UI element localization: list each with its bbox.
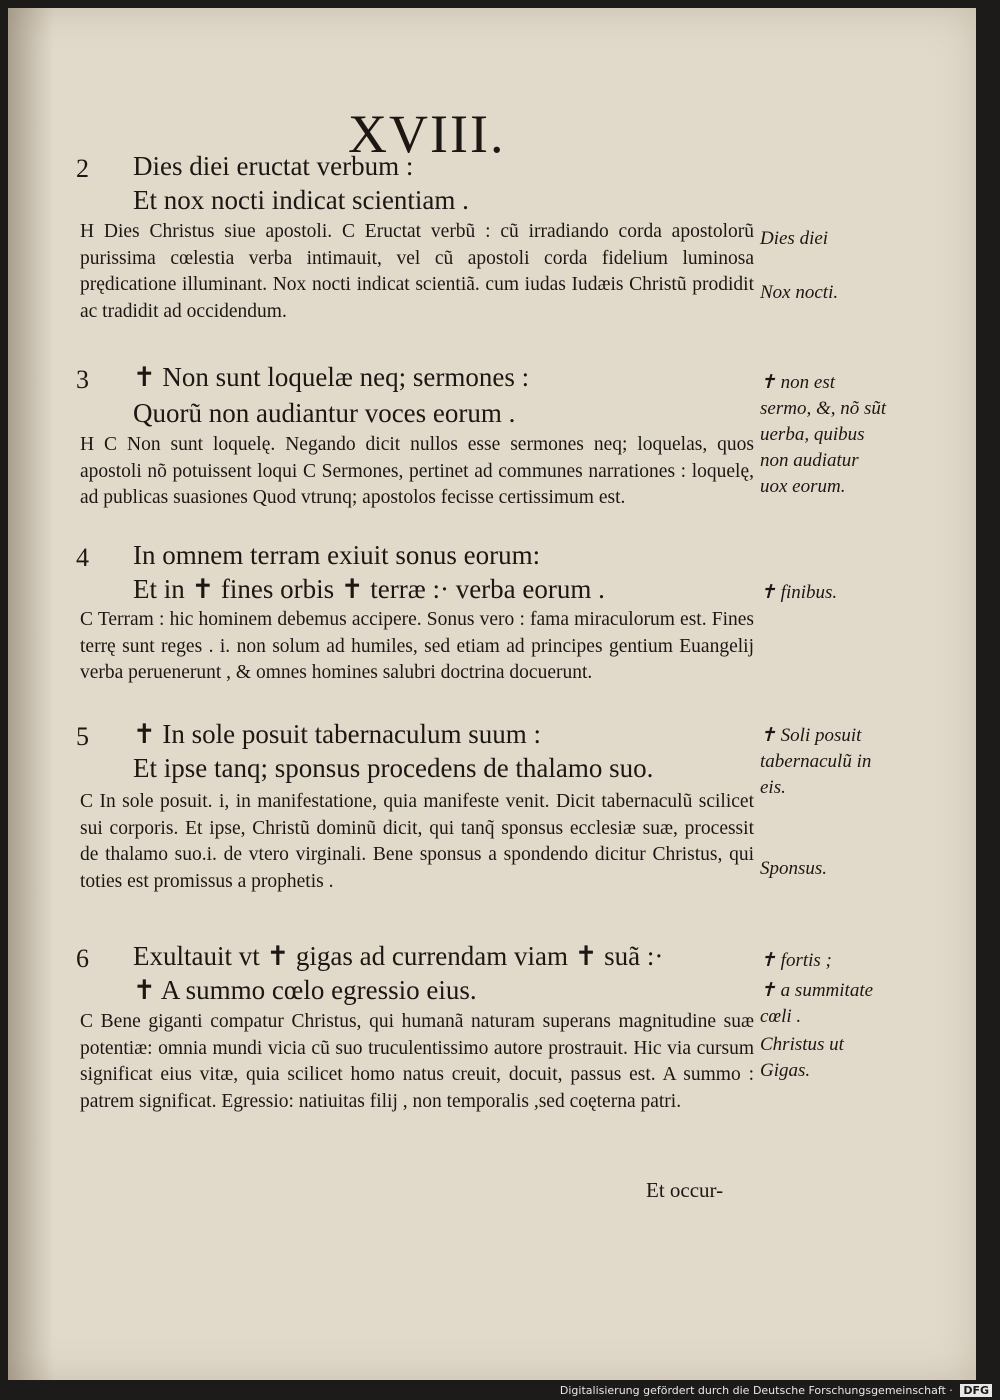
- dfg-logo: DFG: [960, 1384, 992, 1397]
- verse-line: Et ipse tanq; sponsus procedens de thalamo suo.: [133, 753, 654, 783]
- verse-line: Et in ✝ fines orbis ✝ terræ :· verba eorum .: [133, 574, 605, 604]
- margin-note: ✝ a summitate cœli .: [760, 980, 874, 1027]
- verse-line: In omnem terram exiuit sonus eorum:: [133, 540, 541, 570]
- verse-line: ✝ A summo cœlo egressio eius.: [133, 975, 477, 1005]
- verse-number: 4: [76, 543, 89, 572]
- verse-line: Dies diei eructat verbum :: [133, 151, 414, 181]
- margin-note: Dies diei: [760, 228, 829, 249]
- verse-line: ✝ In sole posuit tabernaculum suum :: [133, 719, 542, 749]
- verse-line: Exultauit vt ✝ gigas ad currendam viam ✝ suã :·: [133, 941, 664, 971]
- commentary-paragraph: C Bene giganti compatur Christus, qui humanã naturam superans magnitudine suæ potentiæ: omnia mundi vicia cũ suo truculentissimo autore prostrauit. Hic via cursum significat eius vitæ, quia scilicet homo natus creuit, docuit, passus est. A summo : patrem significat. Egressio: natiuitas filij , non temporalis ,sed coęterna patri.: [80, 1011, 754, 1112]
- margin-note: ✝ fortis ;: [760, 950, 832, 971]
- margin-note: Sponsus.: [760, 858, 828, 879]
- digitization-credit: [560, 1384, 992, 1397]
- verse-number: 3: [76, 365, 89, 394]
- verse-line: ✝ Non sunt loquelæ neq; sermones :: [133, 362, 530, 392]
- commentary-paragraph: H Dies Christus siue apostoli. C Eructat verbũ : cũ irradiando corda apostolorũ purissima cœlestia verba intimauit, vel cũ apostoli corda fidelium luminosa prędicatione illuminant. Nox nocti indicat scientiã. cum iudas Iudæis Christũ prodidit ac tradidit ad occidendum.: [80, 221, 754, 322]
- verse-number: 5: [76, 722, 89, 751]
- verse-number: 2: [76, 154, 89, 183]
- verse-number: 6: [76, 944, 89, 973]
- margin-note: Nox nocti.: [760, 282, 839, 303]
- catchword: Et occur-: [646, 1178, 724, 1202]
- book-page: [8, 8, 976, 1380]
- margin-note: ✝ Soli posuit tabernaculũ in eis.: [760, 725, 872, 798]
- credit-text: Digitalisierung gefördert durch die Deutsche Forschungsgemeinschaft ·: [559, 1384, 953, 1397]
- commentary-paragraph: C Terram : hic hominem debemus accipere. Sonus vero : fama miraculorum est. Fines terrę sunt reges . i. non solum ad humiles, sed etiam ad principes gentium Euangelij verba peruenerunt , & omnes homines salubri doctrina docuerunt.: [80, 609, 754, 683]
- margin-note: ✝ non est sermo, &, nõ sũt uerba, quibus non audiatur uox eorum.: [760, 372, 887, 497]
- verse-line: Quorũ non audiantur voces eorum .: [133, 398, 516, 428]
- commentary-paragraph: C In sole posuit. i, in manifestatione, quia manifeste venit. Dicit tabernaculũ scilicet sui corporis. Et ipse, Christũ dominũ dicit, qui tanq̃ sponsus ecclesiæ suæ, processit de thalamo suo.i. de vtero virginali. Bene sponsus a spondendo dicitur Christus, qui toties est promissus a prophetis .: [80, 791, 754, 892]
- verse-line: Et nox nocti indicat scientiam .: [133, 185, 469, 215]
- margin-note: Christus ut Gigas.: [760, 1034, 844, 1081]
- commentary-paragraph: H C Non sunt loquelę. Negando dicit nullos esse sermones neq; loquelas, quos apostoli nõ potuissent loqui C Sermones, pertinet ad communes narrationes : loquelę, ad publicas suasiones Quod vtrunq; apostolos fecisse certissimum est.: [80, 434, 754, 508]
- page-number: XVIII.: [348, 104, 506, 164]
- margin-note: ✝ finibus.: [760, 582, 838, 603]
